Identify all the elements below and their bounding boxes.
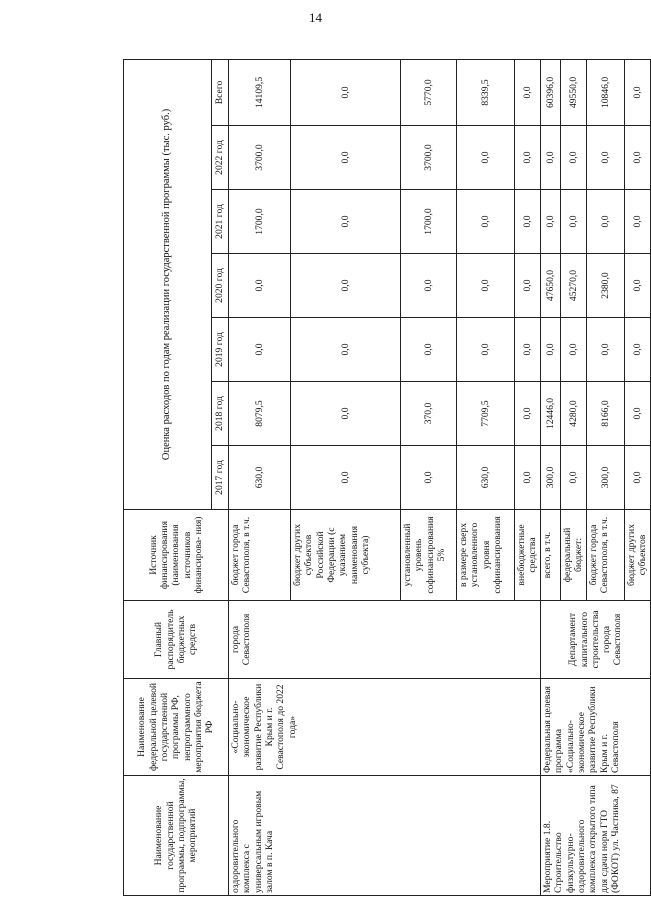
total-cell: 49550,0 [561,59,587,125]
value-cell: 47650,0 [541,254,561,318]
value-cell: 0,0 [515,382,541,446]
value-cell: 300,0 [541,446,561,510]
value-cell: 0,0 [515,190,541,254]
federal-program-cell: «Социально- экономическое развитие Республики Крым и г. Севастополя до 2022 года» [229,679,541,776]
distributor-cell: города Севастополя [229,601,541,679]
value-cell: 12446,0 [541,382,561,446]
source-cell: всего, в т.ч. [541,510,561,601]
value-cell: 0,0 [561,446,587,510]
value-cell: 630,0 [229,446,291,510]
header-estimate: Оценка расходов по годам реализации государственной программы (тыс. руб.) [124,59,212,509]
value-cell: 45270,0 [561,254,587,318]
value-cell: 0,0 [587,190,625,254]
source-cell: федеральный бюджет: [561,510,587,601]
header-distributor: Главный распорядитель бюджетных средств [124,601,229,679]
value-cell: 3700,0 [401,126,457,190]
value-cell: 0,0 [291,382,401,446]
year-header: 2019 год [212,318,229,382]
header-source: Источник финансирования (наименования источников финансирова- ния) [124,510,229,601]
value-cell: 0,0 [625,446,651,510]
source-cell: бюджет города Севастополя, в т.ч. [587,510,625,601]
source-cell: бюджет города Севастополя, в т.ч. [229,510,291,601]
source-cell: установленный уровень софинансирования 5% [401,510,457,601]
header-row [124,59,212,895]
year-header: 2022 год [212,126,229,190]
total-cell: 0,0 [625,59,651,125]
value-cell: 0,0 [515,126,541,190]
value-cell: 0,0 [457,126,515,190]
page-number: 14 [309,10,322,25]
value-cell: 0,0 [457,318,515,382]
header-federal-program: Наименование федеральной целевой государственной программы РФ, непрограммного мероприятия бюджета РФ [124,679,229,776]
value-cell: 0,0 [561,318,587,382]
table-container [123,60,649,896]
value-cell: 2380,0 [587,254,625,318]
value-cell: 0,0 [515,446,541,510]
source-cell: бюджет других субъектов Российской Федерации (с указанием наименования субъекта) [291,510,401,601]
value-cell: 0,0 [401,446,457,510]
source-cell: в размере сверх установленного уровня софинансирования [457,510,515,601]
value-cell: 8079,5 [229,382,291,446]
budget-table [123,59,651,896]
value-cell: 0,0 [457,190,515,254]
total-cell: 5770,0 [401,59,457,125]
total-cell: 60396,0 [541,59,561,125]
distributor-cell: Департамент капитального строительства города Севастополя [541,601,651,679]
year-header: 2021 год [212,190,229,254]
value-cell: 0,0 [541,190,561,254]
value-cell: 630,0 [457,446,515,510]
program-cell: Мероприятие 1.8. Строительство физкультурно- оздоровительного комплекса открытого типа для сдачи норм ГТО (ФОКОТ) ул. Частника, 87 [541,776,651,896]
value-cell: 0,0 [587,126,625,190]
total-cell: 10846,0 [587,59,625,125]
program-cell: оздоровительного комплекса с универсальным игровым залом в п. Кача [229,776,541,896]
total-cell: 8339,5 [457,59,515,125]
value-cell: 0,0 [625,254,651,318]
value-cell: 0,0 [541,318,561,382]
value-cell: 0,0 [541,126,561,190]
federal-program-cell: Федеральная целевая программа «Социально- экономическое развитие Республики Крым и г. Севастополя [541,679,651,776]
source-cell: внебюджетные средства [515,510,541,601]
total-cell: 0,0 [291,59,401,125]
value-cell: 8166,0 [587,382,625,446]
value-cell: 0,0 [291,126,401,190]
value-cell: 4280,0 [561,382,587,446]
value-cell: 0,0 [515,318,541,382]
source-cell: бюджет других субъектов [625,510,651,601]
value-cell: 0,0 [291,318,401,382]
value-cell: 0,0 [229,318,291,382]
value-cell: 1700,0 [229,190,291,254]
year-header: 2018 год [212,382,229,446]
value-cell: 1700,0 [401,190,457,254]
value-cell: 0,0 [291,190,401,254]
year-header: 2020 год [212,254,229,318]
table-row [541,59,561,895]
value-cell: 0,0 [229,254,291,318]
value-cell: 0,0 [457,254,515,318]
value-cell: 0,0 [515,254,541,318]
total-cell: 14109,5 [229,59,291,125]
value-cell: 0,0 [401,318,457,382]
value-cell: 0,0 [291,446,401,510]
value-cell: 0,0 [625,126,651,190]
value-cell: 0,0 [401,254,457,318]
value-cell: 3700,0 [229,126,291,190]
value-cell: 0,0 [561,126,587,190]
year-header: 2017 год [212,446,229,510]
value-cell: 0,0 [587,318,625,382]
value-cell: 370,0 [401,382,457,446]
value-cell: 0,0 [561,190,587,254]
value-cell: 0,0 [625,318,651,382]
value-cell: 0,0 [291,254,401,318]
total-cell: 0,0 [515,59,541,125]
total-header: Всего [212,59,229,125]
header-program: Наименование государственной программы, подпрограммы, мероприятий [124,776,229,896]
value-cell: 300,0 [587,446,625,510]
table-row [229,59,291,895]
value-cell: 7709,5 [457,382,515,446]
value-cell: 0,0 [625,190,651,254]
value-cell: 0,0 [625,382,651,446]
